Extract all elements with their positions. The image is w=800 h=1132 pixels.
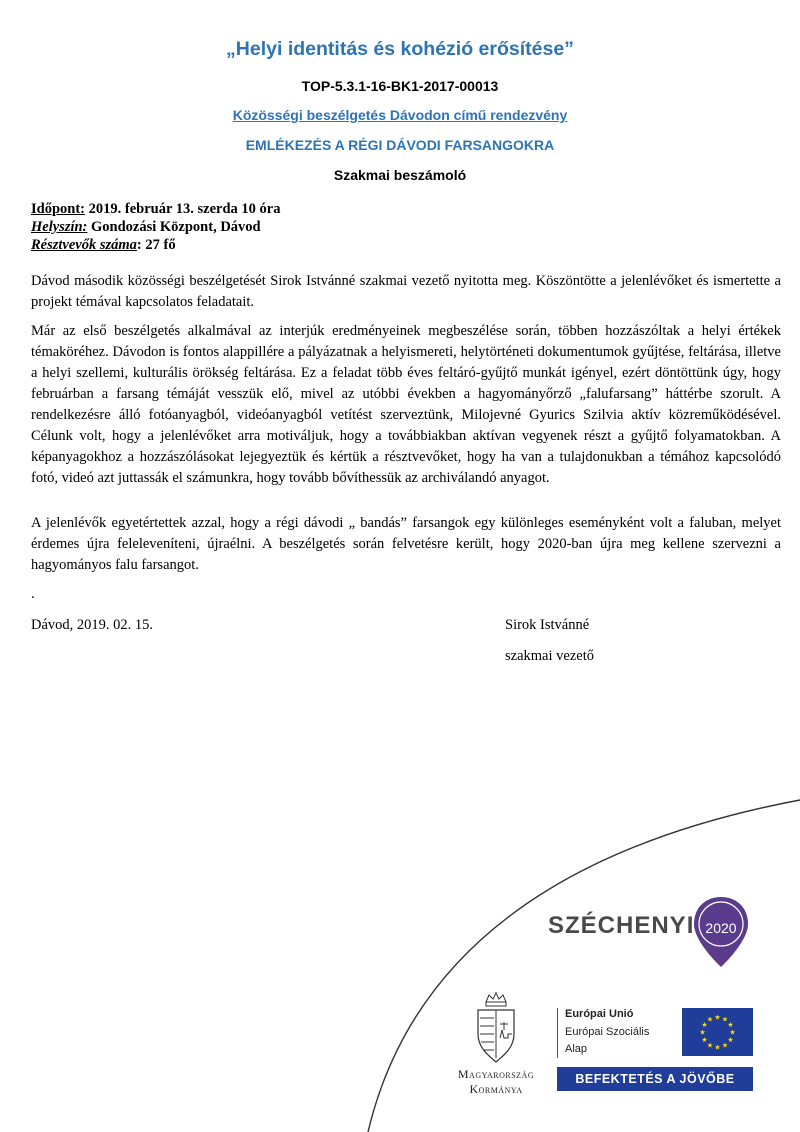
szechenyi-year: 2020 <box>705 920 737 936</box>
meta-participants-label: Résztvevők száma <box>31 237 137 253</box>
szechenyi-wordmark: SZÉCHENYI <box>548 912 695 939</box>
eu-star: ★ <box>727 1021 734 1029</box>
meta-time-label: Időpont: <box>31 201 85 217</box>
meta-time <box>31 200 280 218</box>
paragraph-conclusion: A jelenlévők egyetértettek azzal, hogy a régi dávodi „ bandás” farsangok egy különleges eseményként volt a faluban, melyet érdemes újra feleleveníteni, újraélni. A beszélgetés során felvetésre került, hogy 2020-ban újra meg kellene szervezni a hagyományos falu farsangot. <box>31 515 781 573</box>
meta-time-value: 2019. február 13. szerda 10 óra <box>85 201 281 217</box>
paragraph-intro: Dávod második közösségi beszélgetését Sirok Istvánné szakmai vezető nyitotta meg. Köszöntötte a jelenlévőket és ismertette a projekt témával kapcsolatos feladatait. <box>31 273 781 310</box>
eu-divider <box>557 1008 558 1058</box>
hungarian-coat-of-arms-icon <box>473 992 519 1064</box>
eu-star: ★ <box>721 1041 729 1050</box>
eu-union-label: Európai Unió <box>565 1008 634 1020</box>
invest-slogan: BEFEKTETÉS A JÖVŐBE <box>557 1067 753 1091</box>
eu-star: ★ <box>706 1041 714 1050</box>
eu-star: ★ <box>714 1043 721 1052</box>
event-subtitle: EMLÉKEZÉS A RÉGI DÁVODI FARSANGOKRA <box>245 137 555 153</box>
eu-fund-label-2: Alap <box>565 1043 588 1055</box>
paragraph-main: Már az első beszélgetés alkalmával az interjúk eredményeinek megbeszélése során, többen hozzászóltak a helyi értékek témaköréhez. Dávodon is fontos alappillére a pályázatnak a helyismereti, helytörténeti dokumentumok gyűjtése, feltárása, illetve a helyi szellemi, kulturális örökség feltárása. Ez a feladat több éves feltáró-gyűjtő munkát igényel, ezért döntöttünk úgy, hogy februárban a farsang témáját vesszük elő, mivel az utóbbi években a hagyományőrző „falufarsang” háttérbe szorult. A rendelkezésre álló fotóanyagból, videóanyagból vetítést szerveztünk, Milojevné Gyurics Szilvia aktív közreműködésével. Célunk volt, hogy a jelenlévőket arra motiváljuk, hogy a továbbiakban aktívan vegyenek részt a gyűjtő folyamatokban. A képanyagokhoz a hozzászólásokat lejegyeztük és kértük a résztvevőket, hogy ha van a tulajdonukban a témához kapcsolódó fotó, videó azt juttassák el számunkra, hogy tovább bővíthessük az archiválandó anyagot. <box>31 323 781 486</box>
eu-star: ★ <box>706 1015 714 1024</box>
eu-star: ★ <box>701 1036 708 1044</box>
eu-flag-icon <box>682 1008 753 1056</box>
meta-participants <box>31 236 176 254</box>
stray-dot: . <box>31 586 35 602</box>
eu-star: ★ <box>721 1015 729 1024</box>
eu-star: ★ <box>729 1028 736 1037</box>
government-line2: Kormánya <box>469 1082 523 1096</box>
meta-place <box>31 218 261 236</box>
eu-star: ★ <box>701 1021 708 1029</box>
meta-participants-value: : 27 fő <box>136 237 176 253</box>
eu-fund-label: Európai Szociális <box>565 1026 650 1038</box>
meta-place-value: Gondozási Központ, Dávod <box>87 219 261 235</box>
meta-place-label: Helyszín: <box>31 219 88 235</box>
eu-star: ★ <box>727 1036 734 1044</box>
project-code: TOP-5.3.1-16-BK1-2017-00013 <box>301 78 499 94</box>
eu-star: ★ <box>714 1013 721 1022</box>
signer-role: szakmai vezető <box>505 648 594 664</box>
government-line1: Magyarország <box>457 1067 535 1081</box>
event-title: Közösségi beszélgetés Dávodon című rendezvény <box>232 107 568 123</box>
eu-star: ★ <box>699 1028 706 1037</box>
place-date: Dávod, 2019. 02. 15. <box>31 617 154 633</box>
funding-logos <box>0 760 800 1132</box>
signer-name: Sirok Istvánné <box>505 617 590 633</box>
document-title: „Helyi identitás és kohézió erősítése” <box>226 38 574 60</box>
report-type: Szakmai beszámoló <box>333 167 467 183</box>
